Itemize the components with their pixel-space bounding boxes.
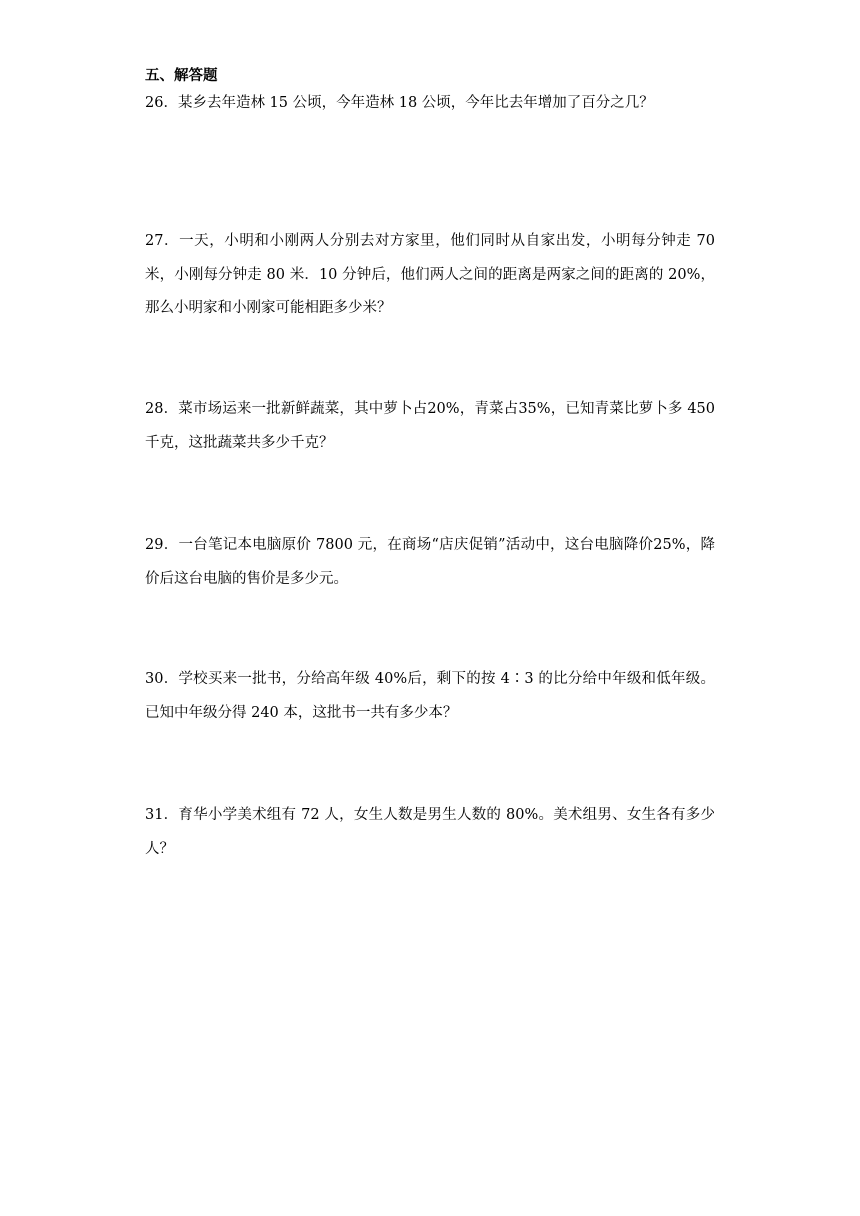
question-29-line-2 — [145, 569, 348, 589]
question-29-text-2: 价后这台电脑的售价是多少元。 — [145, 571, 348, 587]
question-28-line-1 — [145, 399, 715, 419]
question-30-number: 30． — [145, 671, 179, 687]
question-26-text: 某乡去年造林 15 公顷，今年造林 18 公顷，今年比去年增加了百分之几？ — [177, 95, 654, 111]
question-27-line-1 — [145, 231, 715, 251]
question-27-text-1: 一天，小明和小刚两人分别去对方家里，他们同时从自家出发，小明每分钟走 70 — [179, 233, 716, 249]
question-29-number: 29． — [145, 537, 179, 553]
question-30-line-1 — [145, 669, 715, 689]
question-28-number: 28． — [145, 401, 179, 417]
question-31-line-1 — [145, 805, 715, 825]
question-31-text-1: 育华小学美术组有 72 人，女生人数是男生人数的 80%。美术组男、女生各有多少 — [178, 807, 715, 823]
question-27-text-2: 米，小刚每分钟走 80 米．10 分钟后，他们两人之间的距离是两家之间的距离的 20%， — [145, 267, 715, 283]
question-27-text-3: 那么小明家和小刚家可能相距多少米？ — [145, 300, 392, 316]
question-28-line-2 — [145, 433, 334, 453]
question-27-line-2 — [145, 265, 715, 285]
question-31-line-2 — [145, 839, 174, 859]
question-30-text-2: 已知中年级分得 240 本，这批书一共有多少本？ — [145, 705, 458, 721]
question-26-number: 26． — [145, 95, 178, 111]
question-26-line-1 — [145, 93, 654, 113]
question-31-number: 31． — [145, 807, 179, 823]
question-30-line-2 — [145, 703, 457, 723]
question-29-line-1 — [145, 535, 715, 555]
question-28-text-1: 菜市场运来一批新鲜蔬菜，其中萝卜占20%，青菜占35%，已知青菜比萝卜多 450 — [178, 401, 715, 417]
section-title: 五、解答题 — [145, 67, 218, 84]
question-27-number: 27． — [145, 233, 180, 249]
question-30-text-1: 学校买来一批书，分给高年级 40%后，剩下的按 4∶3 的比分给中年级和低年级。 — [178, 671, 715, 687]
question-27-line-3 — [145, 298, 392, 318]
question-31-text-2: 人？ — [145, 841, 174, 857]
question-28-text-2: 千克，这批蔬菜共多少千克？ — [145, 435, 334, 451]
question-29-text-1: 一台笔记本电脑原价 7800 元，在商场“店庆促销”活动中，这台电脑降价25%，降 — [178, 537, 716, 553]
